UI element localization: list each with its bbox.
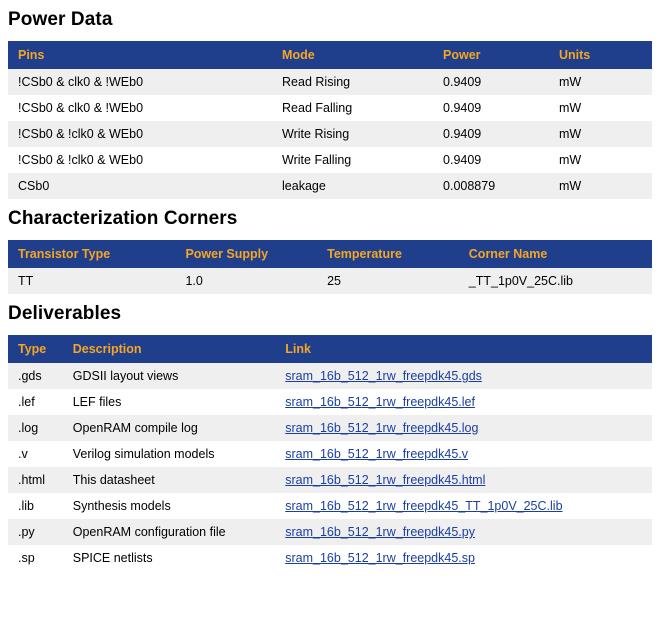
cell-mode: leakage: [282, 179, 326, 193]
table-row: [8, 441, 652, 467]
cell-description: LEF files: [72, 395, 122, 409]
deliverables-table-head: [8, 335, 652, 363]
cell-power-supply: 1.0: [185, 274, 203, 288]
deliverable-link[interactable]: sram_16b_512_1rw_freepdk45.v: [285, 447, 469, 461]
cell-link: [275, 415, 652, 441]
table-row: [8, 415, 652, 441]
cell-description: GDSII layout views: [72, 369, 179, 383]
column-header-temperature: Temperature: [317, 240, 459, 268]
cell-pins: !CSb0 & clk0 & !WEb0: [18, 75, 144, 89]
column-header-link: Link: [275, 335, 652, 363]
cell-units: mW: [558, 75, 582, 89]
cell-units: mW: [558, 127, 582, 141]
cell-type: .html: [18, 473, 46, 487]
table-row: [8, 545, 652, 571]
cell-units: mW: [558, 153, 582, 167]
cell-description: Verilog simulation models: [72, 447, 215, 461]
cell-type: .py: [18, 525, 35, 539]
characterization-corners-table: [8, 240, 652, 294]
column-header-power-supply: Power Supply: [175, 240, 317, 268]
column-header-power: Power: [433, 41, 549, 69]
column-header-transistor-type: Transistor Type: [8, 240, 175, 268]
cell-link: [275, 519, 652, 545]
table-row: [8, 467, 652, 493]
table-row: [8, 95, 652, 121]
table-header-row: [8, 41, 652, 69]
power-data-table: [8, 41, 652, 199]
cell-mode: Write Falling: [282, 153, 352, 167]
deliverables-table-body: [8, 363, 652, 571]
cell-type: .log: [18, 421, 39, 435]
table-row: [8, 389, 652, 415]
table-row: [8, 147, 652, 173]
cell-link: [275, 389, 652, 415]
deliverables-table: [8, 335, 652, 571]
table-row: [8, 268, 652, 294]
deliverable-link[interactable]: sram_16b_512_1rw_freepdk45.sp: [285, 551, 475, 565]
deliverable-link[interactable]: sram_16b_512_1rw_freepdk45.gds: [285, 369, 482, 383]
cell-mode: Read Rising: [282, 75, 351, 89]
deliverable-link[interactable]: sram_16b_512_1rw_freepdk45.lef: [285, 395, 475, 409]
cell-power: 0.9409: [443, 101, 482, 115]
cell-power: 0.008879: [443, 179, 496, 193]
cell-description: This datasheet: [72, 473, 155, 487]
cell-type: .lef: [18, 395, 35, 409]
cell-temperature: 25: [327, 274, 342, 288]
deliverable-link[interactable]: sram_16b_512_1rw_freepdk45_TT_1p0V_25C.lib: [285, 499, 563, 513]
cell-type: .sp: [18, 551, 35, 565]
table-row: [8, 363, 652, 389]
cell-pins: !CSb0 & clk0 & !WEb0: [18, 101, 144, 115]
corners-table-body: [8, 268, 652, 294]
column-header-pins: Pins: [8, 41, 272, 69]
column-header-mode: Mode: [272, 41, 433, 69]
column-header-description: Description: [63, 335, 276, 363]
cell-description: SPICE netlists: [72, 551, 153, 565]
cell-pins: !CSb0 & !clk0 & WEb0: [18, 127, 144, 141]
cell-description: Synthesis models: [72, 499, 171, 513]
cell-description: OpenRAM configuration file: [72, 525, 226, 539]
cell-link: [275, 545, 652, 571]
deliverable-link[interactable]: sram_16b_512_1rw_freepdk45.log: [285, 421, 479, 435]
cell-link: [275, 363, 652, 389]
deliverable-link[interactable]: sram_16b_512_1rw_freepdk45.html: [285, 473, 486, 487]
cell-power: 0.9409: [443, 127, 482, 141]
column-header-corner-name: Corner Name: [459, 240, 652, 268]
cell-corner-name: _TT_1p0V_25C.lib: [468, 274, 574, 288]
cell-mode: Read Falling: [282, 101, 353, 115]
cell-pins: CSb0: [18, 179, 50, 193]
column-header-units: Units: [549, 41, 652, 69]
cell-link: [275, 441, 652, 467]
table-row: [8, 173, 652, 199]
cell-units: mW: [558, 101, 582, 115]
corners-table-head: [8, 240, 652, 268]
table-row: [8, 69, 652, 95]
page-title-deliverables: Deliverables: [8, 303, 122, 324]
cell-link: [275, 493, 652, 519]
cell-power: 0.9409: [443, 75, 482, 89]
deliverable-link[interactable]: sram_16b_512_1rw_freepdk45.py: [285, 525, 475, 539]
table-header-row: [8, 335, 652, 363]
cell-type: .lib: [18, 499, 34, 513]
cell-transistor-type: TT: [18, 274, 34, 288]
cell-type: .v: [18, 447, 28, 461]
cell-link: [275, 467, 652, 493]
table-row: [8, 493, 652, 519]
page-title-characterization-corners: Characterization Corners: [8, 208, 238, 229]
cell-units: mW: [558, 179, 582, 193]
page-title-power-data: Power Data: [8, 9, 113, 30]
table-header-row: [8, 240, 652, 268]
cell-description: OpenRAM compile log: [72, 421, 198, 435]
table-row: [8, 121, 652, 147]
power-data-table-head: [8, 41, 652, 69]
cell-type: .gds: [18, 369, 42, 383]
column-header-type: Type: [8, 335, 63, 363]
power-data-table-body: [8, 69, 652, 199]
cell-power: 0.9409: [443, 153, 482, 167]
cell-mode: Write Rising: [282, 127, 350, 141]
table-row: [8, 519, 652, 545]
cell-pins: !CSb0 & !clk0 & WEb0: [18, 153, 144, 167]
